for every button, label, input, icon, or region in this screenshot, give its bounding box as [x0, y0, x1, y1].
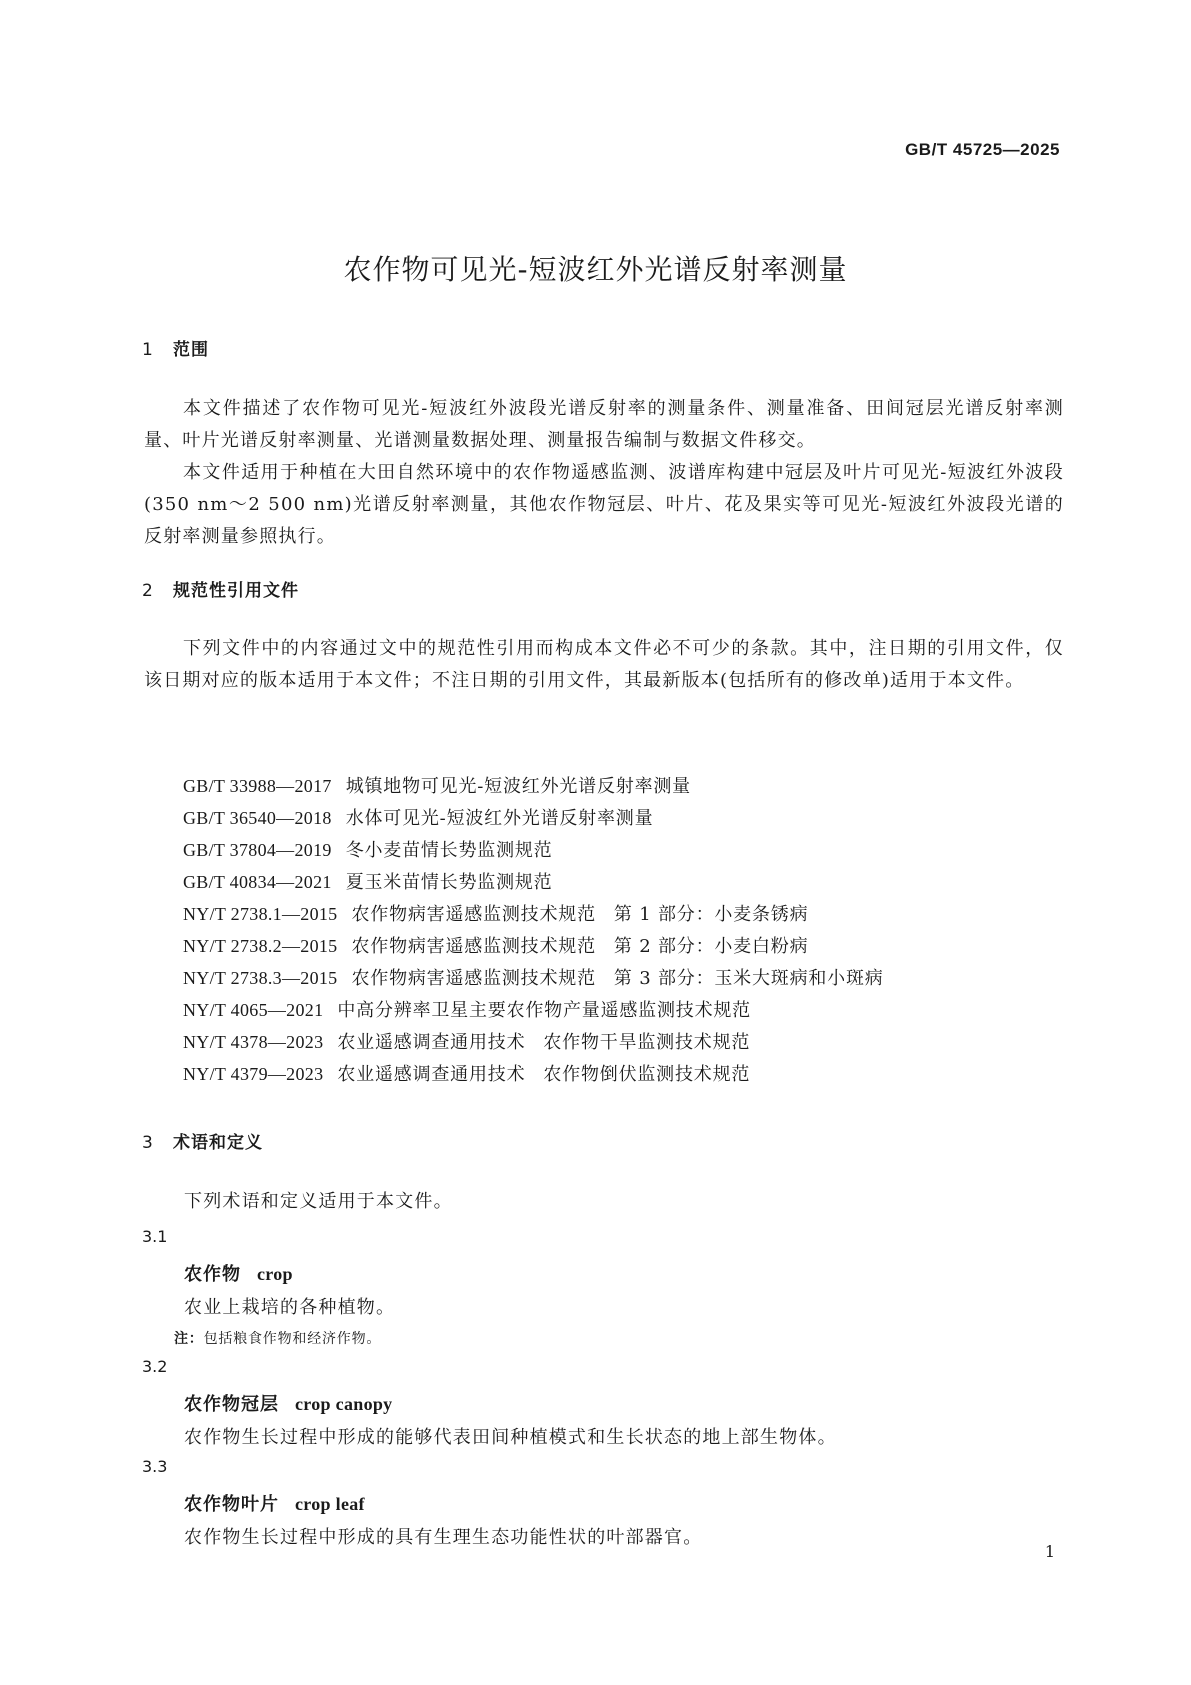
- section-heading-normative-refs: [142, 576, 299, 601]
- document-title: 农作物可见光-短波红外光谱反射率测量: [343, 253, 848, 286]
- reference-item: [183, 802, 884, 834]
- reference-code: GB/T 36540—2018: [183, 808, 332, 828]
- reference-item: [183, 994, 884, 1026]
- term-heading: [184, 1390, 392, 1416]
- term-definition: 农作物生长过程中形成的能够代表田间种植模式和生长状态的地上部生物体。: [184, 1427, 837, 1448]
- term-note: [174, 1328, 381, 1348]
- term-zh: 农作物冠层: [184, 1394, 279, 1415]
- reference-item: [183, 770, 884, 802]
- term-heading: [184, 1260, 293, 1286]
- section-title: 术语和定义: [173, 1133, 263, 1153]
- reference-title: 农业遥感调查通用技术: [337, 1032, 526, 1053]
- reference-part: 农作物干旱监测技术规范: [543, 1032, 751, 1053]
- reference-item: [183, 1058, 884, 1090]
- reference-code: GB/T 40834—2021: [183, 872, 332, 892]
- reference-code: NY/T 4378—2023: [183, 1032, 324, 1052]
- section-number: 2: [142, 581, 154, 601]
- reference-title: 水体可见光-短波红外光谱反射率测量: [345, 808, 654, 829]
- reference-item: [183, 930, 884, 962]
- term-number: 3.3: [142, 1457, 168, 1476]
- term-number: 3.1: [142, 1227, 168, 1246]
- reference-title: 农作物病害遥感监测技术规范: [351, 936, 596, 957]
- section-heading-terms: [142, 1128, 263, 1153]
- term-en: crop canopy: [295, 1394, 393, 1414]
- section-heading-scope: [142, 335, 209, 360]
- reference-code: GB/T 33988—2017: [183, 776, 332, 796]
- terms-intro: 下列术语和定义适用于本文件。: [184, 1191, 453, 1212]
- scope-paragraph-2: 本文件适用于种植在大田自然环境中的农作物遥感监测、波谱库构建中冠层及叶片可见光-短波红外波段(350 nm～2 500 nm)光谱反射率测量，其他农作物冠层、叶片、花及果实等可见光-短波红外波段光谱的反射率测量参照执行。: [144, 462, 1064, 547]
- reference-code: NY/T 2738.3—2015: [183, 968, 338, 988]
- note-label: 注：: [174, 1331, 204, 1347]
- reference-part: 农作物倒伏监测技术规范: [543, 1064, 751, 1085]
- reference-item: [183, 866, 884, 898]
- page-number: 1: [1044, 1542, 1055, 1561]
- standard-code: GB/T 45725—2025: [905, 140, 1060, 159]
- term-en: crop: [257, 1264, 293, 1284]
- normative-reference-list: [183, 770, 884, 1090]
- reference-part: 第 1 部分：小麦条锈病: [613, 904, 809, 925]
- reference-code: GB/T 37804—2019: [183, 840, 332, 860]
- term-definition: 农业上栽培的各种植物。: [184, 1297, 396, 1318]
- section-number: 1: [142, 340, 154, 360]
- reference-title: 城镇地物可见光-短波红外光谱反射率测量: [345, 776, 691, 797]
- reference-code: NY/T 4379—2023: [183, 1064, 324, 1084]
- reference-title: 冬小麦苗情长势监测规范: [345, 840, 553, 861]
- reference-title: 农业遥感调查通用技术: [337, 1064, 526, 1085]
- reference-title: 夏玉米苗情长势监测规范: [345, 872, 553, 893]
- section-title: 规范性引用文件: [173, 581, 299, 601]
- term-definition: 农作物生长过程中形成的具有生理生态功能性状的叶部器官。: [184, 1527, 703, 1548]
- note-text: 包括粮食作物和经济作物。: [203, 1331, 382, 1347]
- term-number: 3.2: [142, 1357, 168, 1376]
- reference-title: 中高分辨率卫星主要农作物产量遥感监测技术规范: [337, 1000, 751, 1021]
- reference-title: 农作物病害遥感监测技术规范: [351, 968, 596, 989]
- reference-code: NY/T 2738.2—2015: [183, 936, 338, 956]
- reference-part: 第 2 部分：小麦白粉病: [613, 936, 809, 957]
- reference-code: NY/T 2738.1—2015: [183, 904, 338, 924]
- term-zh: 农作物: [184, 1264, 241, 1285]
- scope-paragraph-1: 本文件描述了农作物可见光-短波红外波段光谱反射率的测量条件、测量准备、田间冠层光谱反射率测量、叶片光谱反射率测量、光谱测量数据处理、测量报告编制与数据文件移交。: [144, 398, 1064, 451]
- reference-title: 农作物病害遥感监测技术规范: [351, 904, 596, 925]
- reference-item: [183, 962, 884, 994]
- term-heading: [184, 1490, 365, 1516]
- term-zh: 农作物叶片: [184, 1494, 279, 1515]
- section-title: 范围: [173, 340, 209, 360]
- section-number: 3: [142, 1133, 154, 1153]
- normative-refs-intro: 下列文件中的内容通过文中的规范性引用而构成本文件必不可少的条款。其中，注日期的引用文件，仅该日期对应的版本适用于本文件；不注日期的引用文件，其最新版本(包括所有的修改单)适用于本文件。: [144, 638, 1064, 691]
- reference-code: NY/T 4065—2021: [183, 1000, 324, 1020]
- reference-item: [183, 834, 884, 866]
- reference-part: 第 3 部分：玉米大斑病和小斑病: [613, 968, 884, 989]
- reference-item: [183, 898, 884, 930]
- reference-item: [183, 1026, 884, 1058]
- term-en: crop leaf: [295, 1494, 365, 1514]
